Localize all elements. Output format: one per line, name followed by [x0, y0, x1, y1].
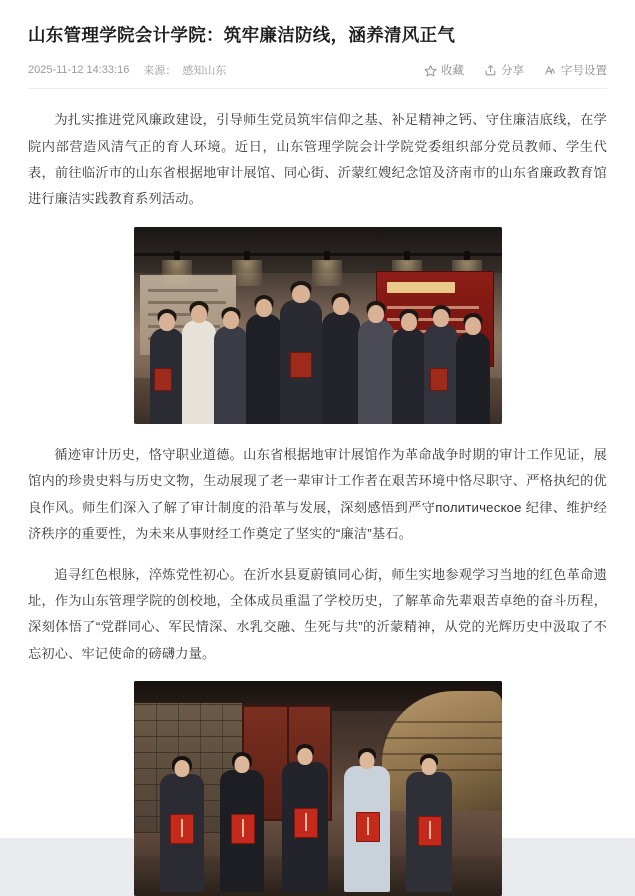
timestamp: 2025-11-12 14:33:16	[28, 64, 130, 77]
share-label: 分享	[501, 65, 524, 78]
photo-museum-visit	[134, 227, 502, 424]
source-name: 感知山东	[182, 65, 227, 78]
share-icon	[484, 64, 497, 77]
meta-left-group	[28, 62, 226, 78]
favorite-button[interactable]	[424, 62, 464, 78]
share-button[interactable]	[484, 62, 524, 78]
paragraph: 追寻红色根脉，淬炼党性初心。在沂水县夏蔚镇同心街，师生实地参观学习当地的红色革命遗址，作为山东管理学院的创校地，全体成员重温了学校历史，了解革命先辈艰苦卓绝的奋斗历程，深刻体悟了“党群同心、军民情深、水乳交融、生死与共”的沂蒙精神，从党的光辉历史中汲取了不忘初心、牢记使命的磅礴力量。	[28, 566, 607, 661]
paragraph: 循迹审计历史，恪守职业道德。山东省根据地审计展馆作为革命战争时期的审计工作见证，展馆内的珍贵史料与历史文物，生动展现了老一辈审计工作者在艰苦环境中恪尽职守、严格执纪的优良作风。师生们深入了解了审计制度的沿革与发展，深刻感悟到严守политическое 纪律、维护经济秩序的重要性，为未来从事财经工作奠定了坚实的“廉洁”基石。	[28, 446, 607, 542]
figure-1	[28, 227, 607, 424]
article-header	[0, 0, 635, 89]
font-size-button[interactable]	[544, 62, 607, 78]
photo-courtyard-study	[134, 681, 502, 896]
star-icon	[424, 64, 437, 77]
favorite-label: 收藏	[441, 65, 464, 78]
paragraph: 为扎实推进党风廉政建设，引导师生党员筑牢信仰之基、补足精神之钙、守住廉洁底线，在学院内部营造风清气正的育人环境。近日，山东管理学院会计学院党委组织部分党员教师、学生代表，前往临沂市的山东省根据地审计展馆、同心街、沂蒙红嫂纪念馆及济南市的山东省廉政教育馆进行廉洁实践教育系列活动。	[28, 112, 607, 207]
figure-2	[28, 681, 607, 896]
meta-actions	[404, 62, 607, 78]
article-body	[0, 93, 635, 896]
font-size-label: 字号设置	[561, 65, 607, 78]
font-size-icon	[544, 64, 557, 77]
page-title: 山东管理学院会计学院：筑牢廉洁防线，涵养清风正气	[28, 25, 456, 45]
source-label: 来源：	[143, 65, 177, 78]
article-meta-row	[28, 62, 607, 89]
